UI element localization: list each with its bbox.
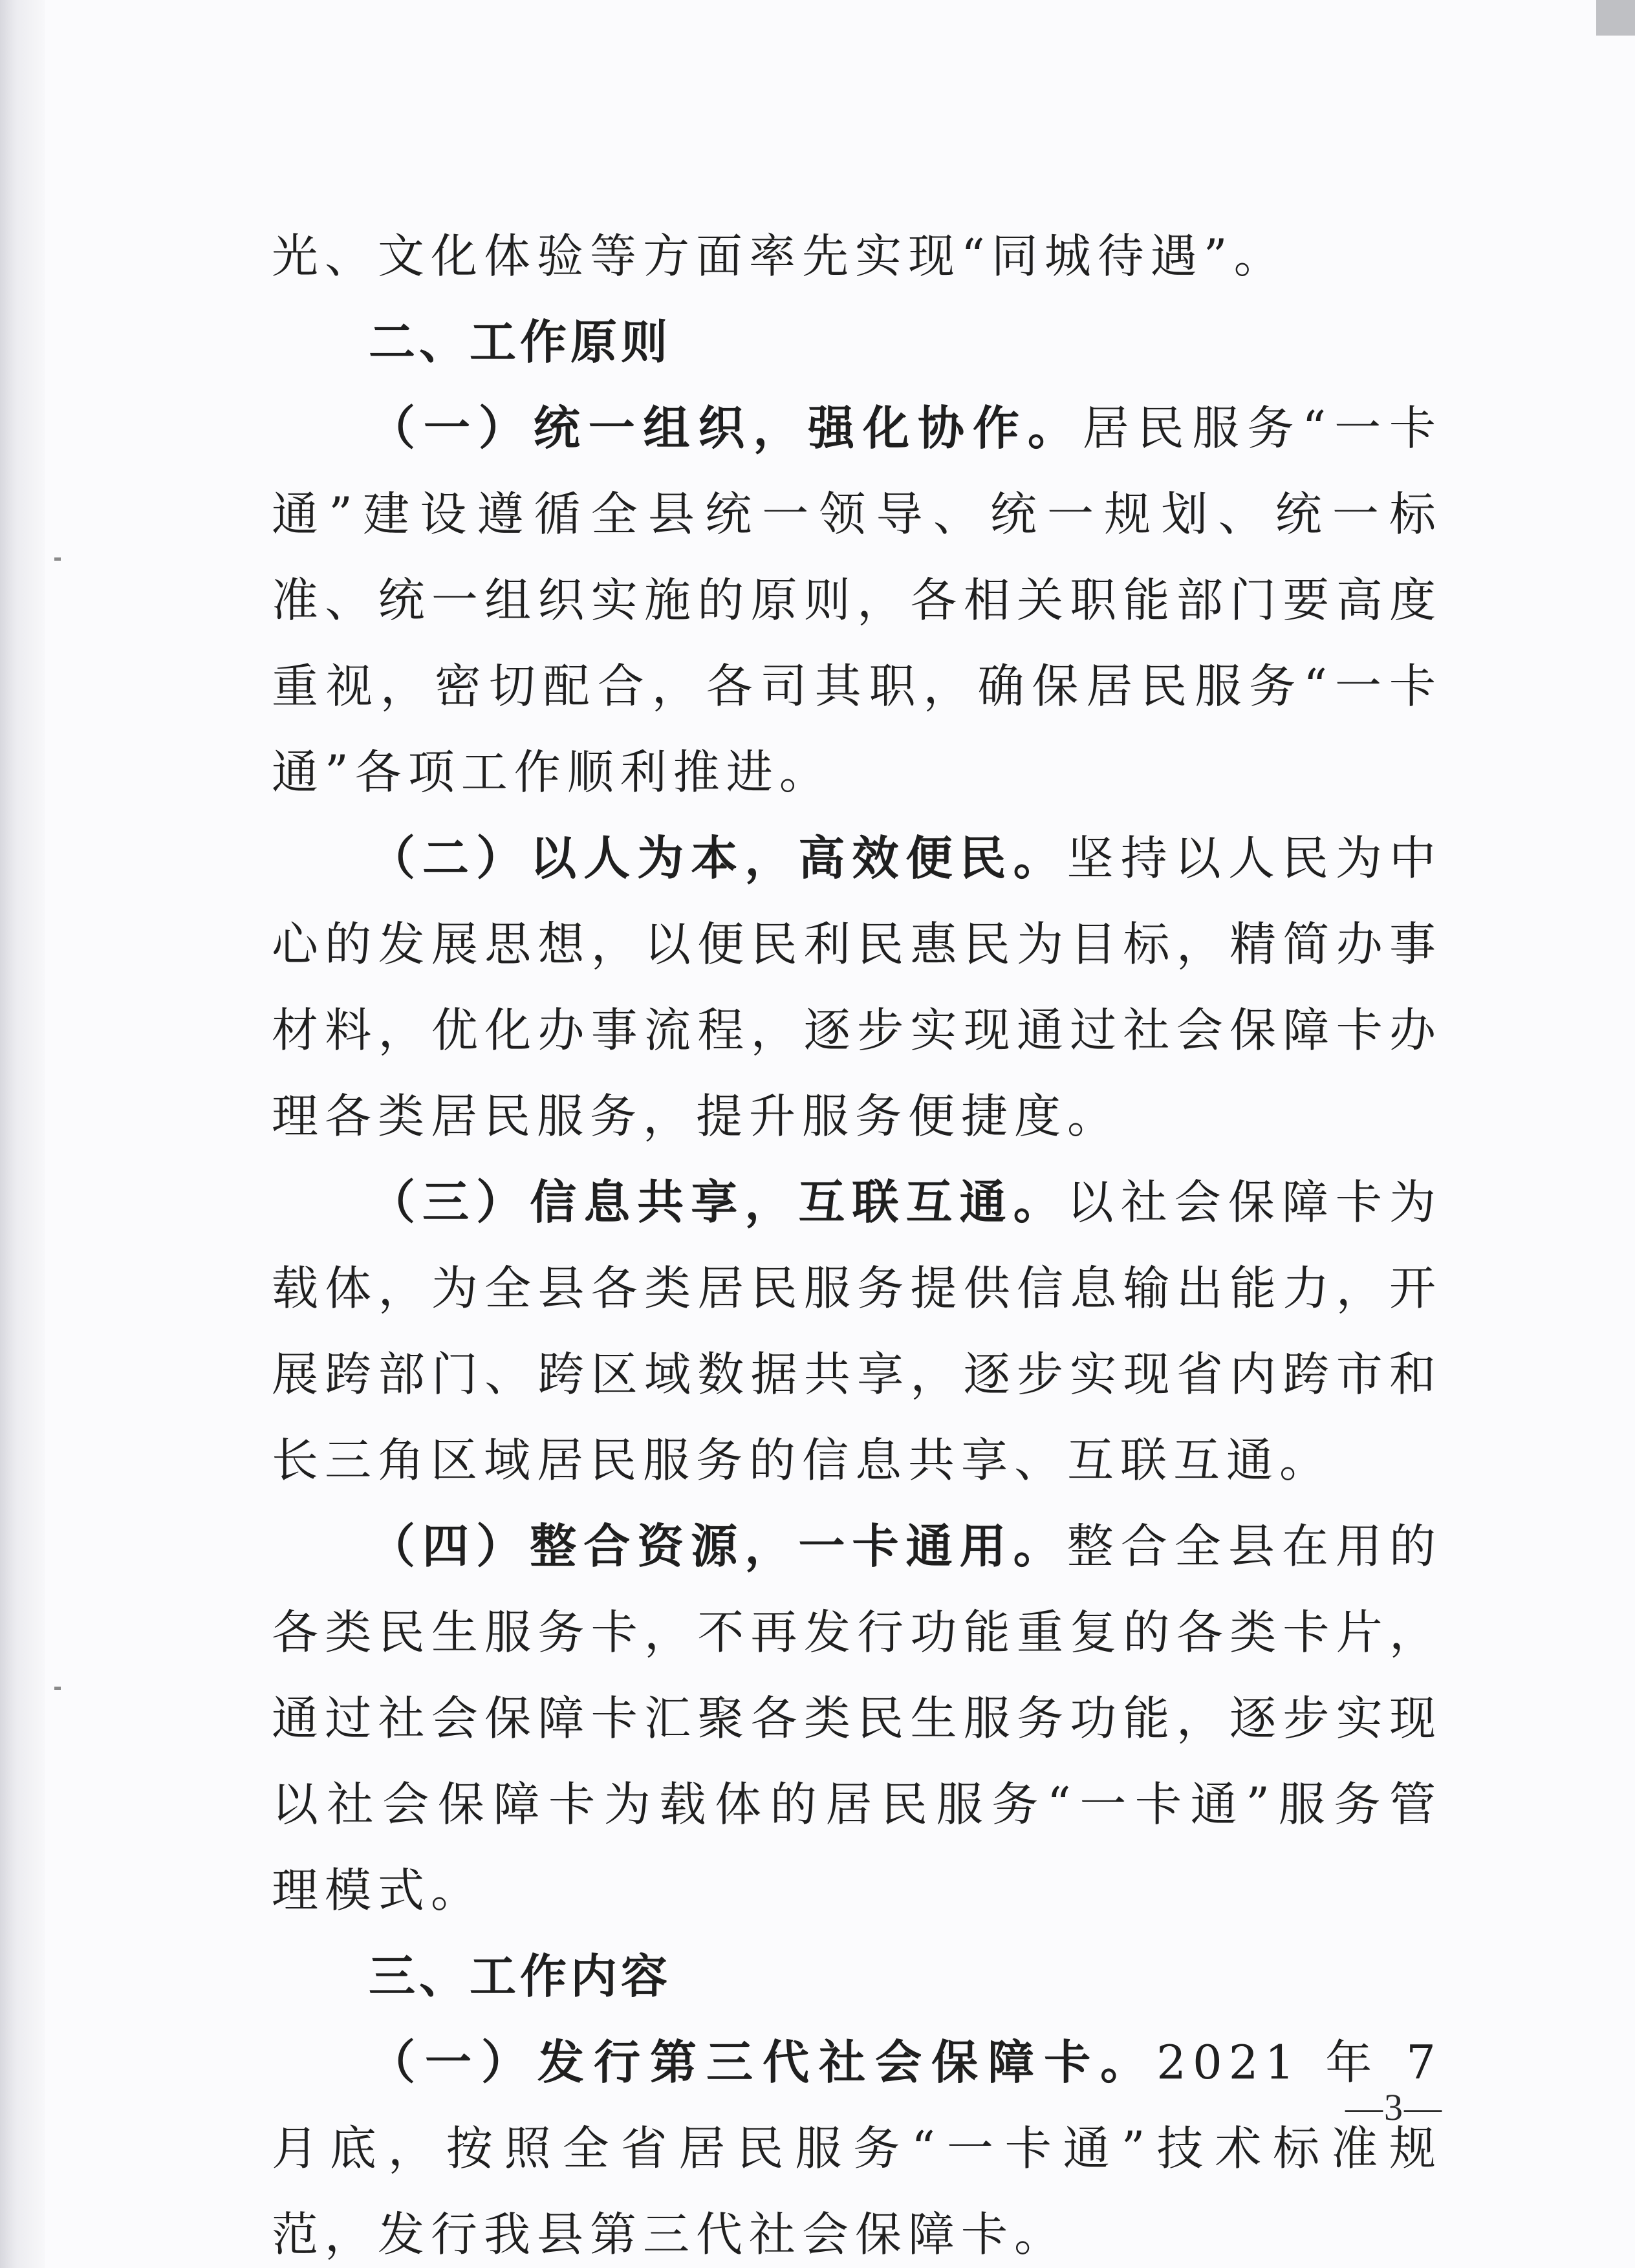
item-lead: （一）发行第三代社会保障卡。 [369, 2035, 1157, 2090]
section-heading [272, 299, 1442, 385]
item-lead: （四）整合资源，一卡通用。 [369, 1519, 1067, 1573]
item-text: 坚持以人民为中心的发展思想，以便民利民惠民为目标，精简办事材料，优化办事流程，逐步实现通过社会保障卡办理各类居民服务，提升服务便捷度。 [272, 831, 1442, 1143]
scan-corner [1596, 0, 1635, 36]
binding-mark [54, 1687, 61, 1690]
item-lead: （三）信息共享，互联互通。 [369, 1175, 1067, 1229]
item-text: 居民服务“一卡通”建设遵循全县统一领导、统一规划、统一标准、统一组织实施的原则，各相关职能部门要高度重视，密切配合，各司其职，确保居民服务“一卡通”各项工作顺利推进。 [272, 401, 1442, 799]
binding-shadow [0, 0, 45, 2268]
heading-text: 二、工作原则 [369, 315, 672, 369]
principle-item [272, 385, 1442, 815]
item-lead: （二）以人为本，高效便民。 [369, 831, 1067, 885]
heading-text: 三、工作内容 [369, 1949, 672, 2003]
item-text: 2021 年 7 月底，按照全省居民服务“一卡通”技术标准规范，发行我县第三代社会保障卡。 [272, 2035, 1442, 2262]
paragraph-continuation [272, 213, 1442, 299]
item-text: 以社会保障卡为载体，为全县各类居民服务提供信息输出能力，开展跨部门、跨区域数据共享，逐步实现省内跨市和长三角区域居民服务的信息共享、互联互通。 [272, 1175, 1442, 1487]
principle-item [272, 815, 1442, 1160]
binding-mark [54, 557, 61, 561]
content-item [272, 2020, 1442, 2268]
document-body [272, 213, 1442, 2268]
item-text: 整合全县在用的各类民生服务卡，不再发行功能重复的各类卡片，通过社会保障卡汇聚各类民生服务功能，逐步实现以社会保障卡为载体的居民服务“一卡通”服务管理模式。 [272, 1519, 1442, 1917]
paragraph-text: 光、文化体验等方面率先实现“同城待遇”。 [272, 229, 1287, 283]
page-number: —3— [1345, 2086, 1443, 2128]
item-lead: （一）统一组织，强化协作。 [369, 401, 1083, 455]
section-heading [272, 1934, 1442, 2020]
principle-item [272, 1504, 1442, 1934]
principle-item [272, 1160, 1442, 1504]
